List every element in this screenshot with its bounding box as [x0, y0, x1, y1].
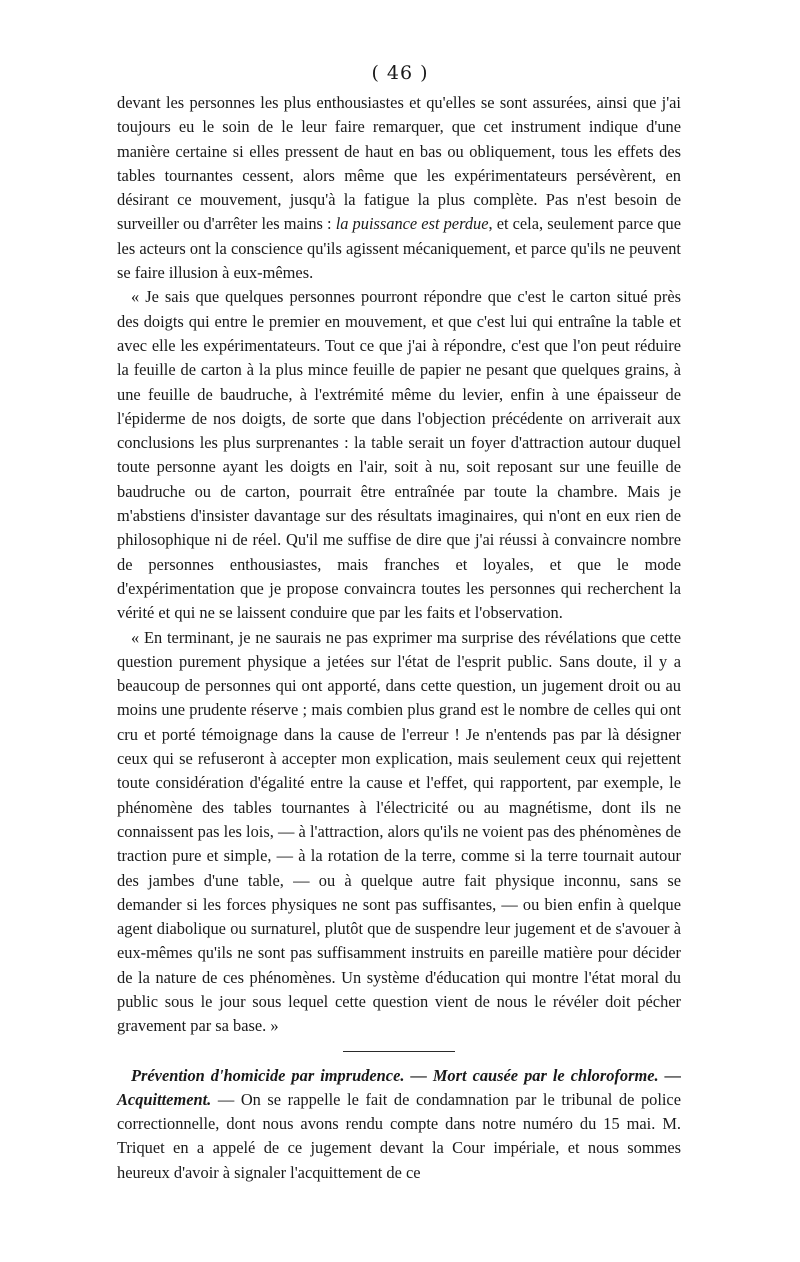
page-number: ( 46 )	[371, 62, 429, 84]
italic-phrase: la puissance est perdue	[335, 214, 489, 234]
news-body: — On se rappelle le fait de condamnation par le tribunal de police correctionnelle, dont nous avons rendu compte dans notre numéro du 15 mai. M. Triquet en a appelé de ce jugement devant la Cour impériale, et nous sommes heureux d'avoir à signaler l'acquittement de ce	[117, 1089, 681, 1182]
paragraph-text: , et cela, seulement parce que les acteurs ont la conscience qu'ils agissent mécaniquement, et parce qu'ils ne peuvent se faire illusion à eux-mêmes.	[117, 214, 682, 283]
text-body	[117, 91, 681, 1185]
paragraph-continuation	[117, 91, 681, 285]
paragraph-news-item	[117, 1064, 681, 1185]
paragraph-text: devant les personnes les plus enthousiastes et qu'elles se sont assurées, ainsi que j'ai toujours eu le soin de le leur faire remarquer, que cet instrument indique d'une manière certaine si elles pressent de haut en bas ou obliquement, tous les effets des tables tournantes cessent, alors même que les expérimentateurs persévèrent, en désirant ce mouvement, jusqu'à la fatigue la plus complète. Pas n'est besoin de surveiller ou d'arrêter les mains :	[117, 93, 681, 234]
paragraph-conclusion: « En terminant, je ne saurais ne pas exprimer ma surprise des révélations que cette question purement physique a jetées sur l'état de l'esprit public. Sans doute, il y a beaucoup de personnes qui ont apporté, dans cette question, un jugement droit ou au moins une prudente réserve ; mais combien plus grand est le nombre de celles qui ont cru et porté témoignage dans la cause de l'erreur ! Je n'entends pas par là désigner ceux qui se refuseront à accepter mon explication, mais seulement ceux qui rejettent toute considération d'égalité entre la cause et l'effet, qui rapportent, par exemple, le phénomène des tables tournantes à l'électricité ou au magnétisme, dont ils ne connaissent pas les lois, — à l'attraction, alors qu'ils ne voient pas des phénomènes de traction pure et simple, — à la rotation de la terre, comme si la terre tournait autour des jambes d'une table, — ou à quelque autre fait physique inconnu, sans se demander si les forces physiques ne sont pas suffisantes, — ou bien enfin à quelque agent diabolique ou surnaturel, plutôt que de suspendre leur jugement et de s'avouer à eux-mêmes qu'ils ne sont pas suffisamment instruits en pareille matière pour décider de la nature de ces phénomènes. Un système d'éducation qui montre l'état moral du public sous le jour sous lequel cette question vient de nous le révéler doit pécher gravement par sa base. »	[117, 627, 681, 1036]
news-headline: Prévention d'homicide par imprudence. — Mort causée par le chloroforme. — Acquittement.	[117, 1065, 681, 1109]
paragraph-carton: « Je sais que quelques personnes pourront répondre que c'est le carton situé près des doigts qui entre le premier en mouvement, et que c'est lui qui entraîne la table et avec elle les expérimentateurs. Tout ce que j'ai à répondre, c'est que l'on peut réduire la feuille de carton à la plus mince feuille de papier ne pesant que quelques grains, à une feuille de baudruche, à l'extrémité même du levier, enfin à une épaisseur de l'épiderme de nos doigts, de sorte que dans l'objection précédente on arriverait aux conclusions les plus surprenantes : la table serait un foyer d'attraction autour duquel toute personne ayant les doigts en l'air, soit à nu, soit reposant sur une feuille de baudruche ou de carton, pourrait être entraînée par toute la chambre. Mais je m'abstiens d'insister davantage sur des résultats imaginaires, qui n'ont en eux rien de philosophique ni de réel. Qu'il me suffise de dire que j'ai réussi à convaincre nombre de personnes enthousiastes, mais franches et loyales, et que le mode d'expérimentation que je propose convaincra toutes les personnes qui recherchent la vérité et qui ne se laissent conduire que par les faits et l'observation.	[117, 287, 681, 623]
section-divider	[343, 1051, 455, 1052]
